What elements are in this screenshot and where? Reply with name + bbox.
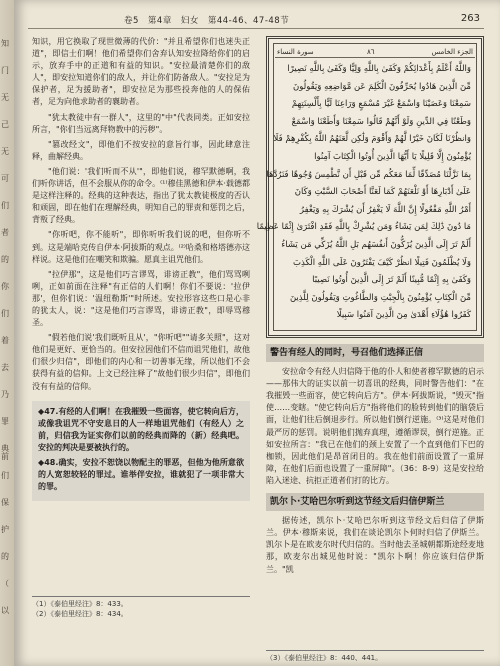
surah-name: سورة النساء: [277, 48, 314, 56]
header-rule: [28, 28, 484, 29]
previous-page-fragment: 你: [1, 282, 9, 291]
previous-page-fragment: 典前: [1, 444, 9, 461]
page-header: [14, 14, 500, 28]
footnote-1: （1）《泰伯里经注》8：433。: [32, 600, 128, 608]
previous-page-fragment: 们: [1, 309, 9, 318]
quran-line: مِّنَ الَّذِينَ هَادُوا يُحَرِّفُونَ الْكَلِمَ عَن مَّوَاضِعِهِ وَيَقُولُونَ: [293, 81, 471, 92]
quran-line: وَاللَّهُ أَعْلَمُ بِأَعْدَائِكُمْ وَكَفَىٰ بِاللَّهِ وَلِيًّا وَكَفَىٰ بِاللَّهِ نَصِيرًا: [287, 64, 471, 74]
previous-page-fragment: 们: [1, 471, 9, 480]
quran-line: أَلَمْ تَرَ إِلَى الَّذِينَ يُزَكُّونَ أَنفُسَهُم بَلِ اللَّهُ يُزَكِّي مَن يَشَاءُ: [281, 240, 471, 250]
previous-page-fragment: 着: [1, 336, 9, 345]
previous-page-fragment: （: [1, 579, 9, 588]
quran-line: أَمْرُ اللَّهِ مَفْعُولًا إِنَّ اللَّهَ لَا يَغْفِرُ أَن يُشْرَكَ بِهِ وَيَغْفِرُ: [299, 204, 471, 215]
left-paragraph: "你听吧，你不能听"，即你听听我们说的吧，但你听不到。这是端哈克传自伊本·阿拔斯的观点。⁽²⁾哈桑和格塔德亦这样说。这是他们在嘲笑和欺骗。愿真主诅咒他们。: [32, 230, 250, 264]
previous-page-fragment: 无: [1, 93, 9, 102]
previous-page-fragment: 们: [1, 201, 9, 210]
left-column: [32, 36, 250, 507]
left-paragraph: "他们说：'我们听而不从'"，即他们说，穆罕默德啊，我们听你讲话，但不会服从你的命令。⁽¹⁾穆佳黑德和伊本·载德都是这样注释的。经典的这种表达，指出了犹太教徒极度的否认和顽固，即在他们在理解经典，明知自己的罪责和惩罚之后，背叛了经典。: [32, 166, 250, 225]
right-footnote: （3）《泰伯里经注》8：440、441。: [266, 650, 484, 663]
footnote-2: （2）《泰伯里经注》8：434。: [32, 610, 128, 618]
quran-line: وَكَفَىٰ بِهِ إِثْمًا مُّبِينًا أَلَمْ تَرَ إِلَى الَّذِينَ أُوتُوا نَصِيبًا: [312, 275, 471, 286]
previous-page-fragment: 的: [1, 552, 9, 561]
quran-panel-header: [275, 45, 475, 58]
quran-line: مَا دُونَ ذَٰلِكَ لِمَن يَشَاءُ وَمَن يُشْرِكْ بِاللَّهِ فَقَدِ افْتَرَىٰ إِثْمًا عَظِيمًا: [256, 222, 471, 233]
previous-page-fragment: 者: [1, 228, 9, 237]
previous-page-fragment: 去: [1, 363, 9, 372]
quran-line: وَلَا يُظْلَمُونَ فَتِيلًا انظُرْ كَيْفَ يَفْتَرُونَ عَلَى اللَّهِ الْكَذِبَ: [292, 257, 471, 268]
previous-page-fragment: 的: [1, 255, 9, 264]
left-paragraph: "犹太教徒中有一群人"，这里的"中"代表同类。正如安拉所言，"你们当远离拜物教中的污秽"。: [32, 112, 250, 134]
section-title-warning: 警告有经人的同时，号召他们选择正信: [266, 344, 484, 362]
quran-line: كَفَرُوا هَٰؤُلَاءِ أَهْدَىٰ مِنَ الَّذِينَ آمَنُوا سَبِيلًا: [336, 310, 471, 321]
previous-page-fragment: 门: [1, 66, 9, 75]
right-paragraph: 安拉命令有经人归信降于他的仆人和使者穆罕默德的启示——那伟大的证实以前一切喜讯的经典，同时警告他们："在我摧毁一些面容，使它转向后方"。伊本·阿拔斯说，"毁灭"指使……变瞎。"使它转向后方"指将他们的脸转到他们的脑袋后面，让他们往后倒退步行。所以他们倒行逆施。⁽³⁾这是对他们最严厉的惩罚。说明他们抛弃真理，遵循谬误，倒行逆施。正如安拉所言："我已在他们的颈上安置了一个直到他们下巴的枷锁，因此他们是昂首闭目的。我在他们前面设置了一重屏障，在他们后面也设置了一重屏障"。（36：8-9）这是安拉给陷入迷途、抗拒正道者们打的比方。: [266, 367, 484, 485]
quran-line: سَمِعْنَا وَعَصَيْنَا وَاسْمَعْ غَيْرَ مُسْمَعٍ وَرَاعِنَا لَيًّا بِأَلْسِنَتِهِمْ: [291, 99, 471, 110]
left-paragraph: "篡改经文"，即他们不按安拉的意旨行事，因此肆意注释，曲解经典。: [32, 139, 250, 161]
previous-page-fragment: 保: [1, 498, 9, 507]
quran-text-panel: [256, 36, 484, 338]
right-paragraph: 据传述，凯尔卜·艾哈巴尔听到这节经文后归信了伊斯兰。伊本·穆斯来说，我们在谈论凯尔卜何时归信了伊斯兰。凯尔卜是在欧麦尔时代归信的。当时他去圣城朝都斯途经麦地那，欧麦尔出城见他时说："凯尔卜啊！你应该归信伊斯兰。"凯: [266, 516, 484, 574]
mushaf-page-number: ٨٦: [367, 48, 375, 56]
quran-line: وَطَعْنًا فِي الدِّينِ وَلَوْ أَنَّهُمْ قَالُوا سَمِعْنَا وَأَطَعْنَا وَاسْمَعْ: [291, 116, 471, 127]
previous-page-fragment: 以: [1, 606, 9, 615]
left-paragraph: 知识，用它换取了现世微薄的代价："并且希望你们也迷失正道"，即信士们啊！他们希望你们舍弃认知安拉降给你们的启示，放弃手中的正道和有益的知识。"安拉最清楚你们的敌人"，即安拉知道你们的敌人，并让你们防备敌人。"安拉足为保护者，足为援助者"，即安拉足为那些投奔他的人的保佑者，足为向他求助者的襄助者。: [32, 37, 250, 107]
previous-page-fragment: 罪: [1, 417, 9, 426]
book-page: [14, 0, 500, 666]
verse-translation-box: [32, 401, 250, 501]
page-number: 263: [460, 13, 480, 24]
previous-page-fragment: 护: [1, 525, 9, 534]
previous-page-fragment: 无: [1, 147, 9, 156]
left-paragraph: "假若他们说'我们既听且从'，"你听吧""请多关照"，这对他们是更好、更恰当的。但安拉因他们不信而诅咒他们，故他们很少归信"，即他们的内心和一切善事无缘，所以他们不会获得有益的信仰。上文已经注释了"故他们很少归信"，即他们没有有益的信仰。: [32, 333, 250, 391]
left-paragraph: "拉伊那"，这是他们巧言谬骂，诽谤正教"，他们骂骂咧咧，正如前面在注释"有正信的人们啊！你们不要说：'拉伊那'，但你们说：'温纽勒斯'"时所述。安拉形容这些口是心非的犹太人，说："这是他们巧言谬骂，诽谤正教"，即辱骂穆圣。: [32, 269, 250, 328]
verse-48: ◆48.确实，安拉不恕饶以物配主的罪恶，但他为他所意欲的人宽恕较轻的罪过。谁举伴安拉，谁就犯了一项非常大的罪。: [38, 457, 244, 491]
section-title-kaab: 凯尔卜·艾哈巴尔听到这节经文后归信伊斯兰: [266, 493, 484, 511]
running-header: 卷5 第4章 妇女 第44-46、47-48节: [124, 16, 290, 26]
right-column: [256, 36, 484, 579]
previous-page-fragment: 可: [1, 174, 9, 183]
previous-page-fragment: 己: [1, 120, 9, 129]
quran-line: عَلَىٰ أَدْبَارِهَا أَوْ نَلْعَنَهُمْ كَمَا لَعَنَّا أَصْحَابَ السَّبْتِ وَكَانَ: [294, 187, 471, 198]
previous-page-fragment: 乃: [1, 390, 9, 399]
quran-line: يُؤْمِنُونَ إِلَّا قَلِيلًا يَا أَيُّهَا الَّذِينَ أُوتُوا الْكِتَابَ آمِنُوا: [314, 152, 471, 162]
verse-47: ◆47.有经的人们啊！在我摧毁一些面容，使它转向后方，或像我诅咒不守安息日的人一样地诅咒他们（有经人）之前，归信我为证实你们以前的经典而降的（新）经典吧。安拉的判决是要被执行的。: [38, 406, 244, 452]
quran-lines: [256, 63, 471, 323]
quran-line: وَانظُرْنَا لَكَانَ خَيْرًا لَّهُمْ وَأَقْوَمَ وَلَٰكِن لَّعَنَهُمُ اللَّهُ بِكُفْرِهِمْ فَلَا: [273, 134, 471, 145]
previous-page-fragment: 知: [1, 39, 9, 48]
previous-page-edge: [0, 0, 14, 666]
left-footnotes: [32, 596, 250, 619]
juz-name: الجزء الخامس: [431, 48, 473, 56]
quran-line: بِمَا نَزَّلْنَا مُصَدِّقًا لِّمَا مَعَكُم مِّن قَبْلِ أَن نَّطْمِسَ وُجُوهًا فَنَرُدَّهَا: [266, 169, 471, 180]
quran-line: مِّنَ الْكِتَابِ يُؤْمِنُونَ بِالْجِبْتِ وَالطَّاغُوتِ وَيَقُولُونَ لِلَّذِينَ: [289, 292, 471, 303]
